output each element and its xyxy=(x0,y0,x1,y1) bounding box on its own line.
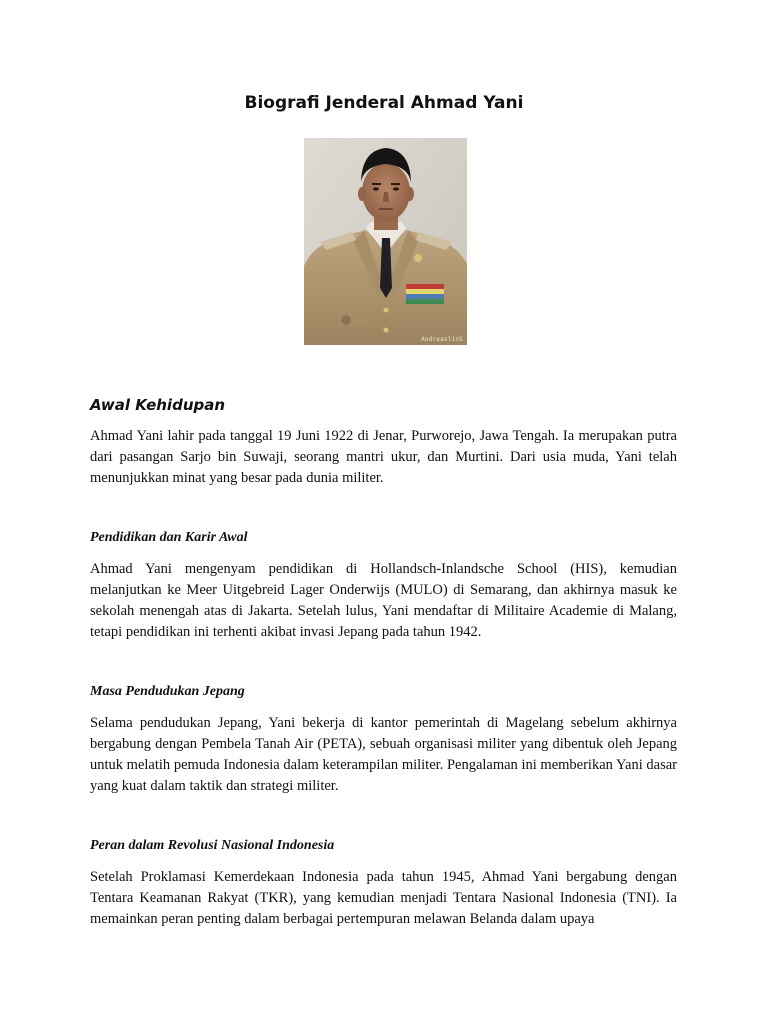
paragraph-revolusi-nasional: Setelah Proklamasi Kemerdekaan Indonesia pada tahun 1945, Ahmad Yani bergabung dengan Tentara Keamanan Rakyat (TKR), yang kemudian menjadi Tentara Nasional Indonesia (TNI). Ia memainkan peran penting dalam berbagai pertempuran melawan Belanda dalam upaya xyxy=(90,869,677,927)
paragraph-pendidikan: Ahmad Yani mengenyam pendidikan di Hollandsch-Inlandsche School (HIS), kemudian melanjutkan ke Meer Uitgebreid Lager Onderwijs (MULO) di Semarang, dan akhirnya masuk ke sekolah menengah atas di Jakarta. Setelah lulus, Yani mendaftar di Militaire Academie di Malang, tetapi pendidikan ini terhenti akibat invasi Jepang pada tahun 1942. xyxy=(90,561,677,640)
paragraph-awal-kehidupan: Ahmad Yani lahir pada tanggal 19 Juni 1922 di Jenar, Purworejo, Jawa Tengah. Ia merupakan putra dari pasangan Sarjo bin Suwaji, seorang mantri ukur, dan Murtini. Dari usia muda, Yani telah menunjukkan minat yang besar pada dunia militer. xyxy=(90,428,677,486)
subheading-pendidikan: Pendidikan dan Karir Awal xyxy=(90,530,248,545)
portrait-photo xyxy=(304,138,467,345)
photo-watermark: AndreaslinS xyxy=(421,336,463,343)
subheading-revolusi-nasional: Peran dalam Revolusi Nasional Indonesia xyxy=(90,838,335,853)
subheading-pendudukan-jepang: Masa Pendudukan Jepang xyxy=(90,684,245,699)
document-title: Biografi Jenderal Ahmad Yani xyxy=(244,93,524,113)
paragraph-pendudukan-jepang: Selama pendudukan Jepang, Yani bekerja di kantor pemerintah di Magelang sebelum akhirnya bergabung dengan Pembela Tanah Air (PETA), sebuah organisasi militer yang dibentuk oleh Jepang untuk melatih pemuda Indonesia dalam keterampilan militer. Pengalaman ini memberikan Yani dasar yang kuat dalam taktik dan strategi militer. xyxy=(90,715,677,794)
section-heading-awal-kehidupan: Awal Kehidupan xyxy=(90,396,226,414)
